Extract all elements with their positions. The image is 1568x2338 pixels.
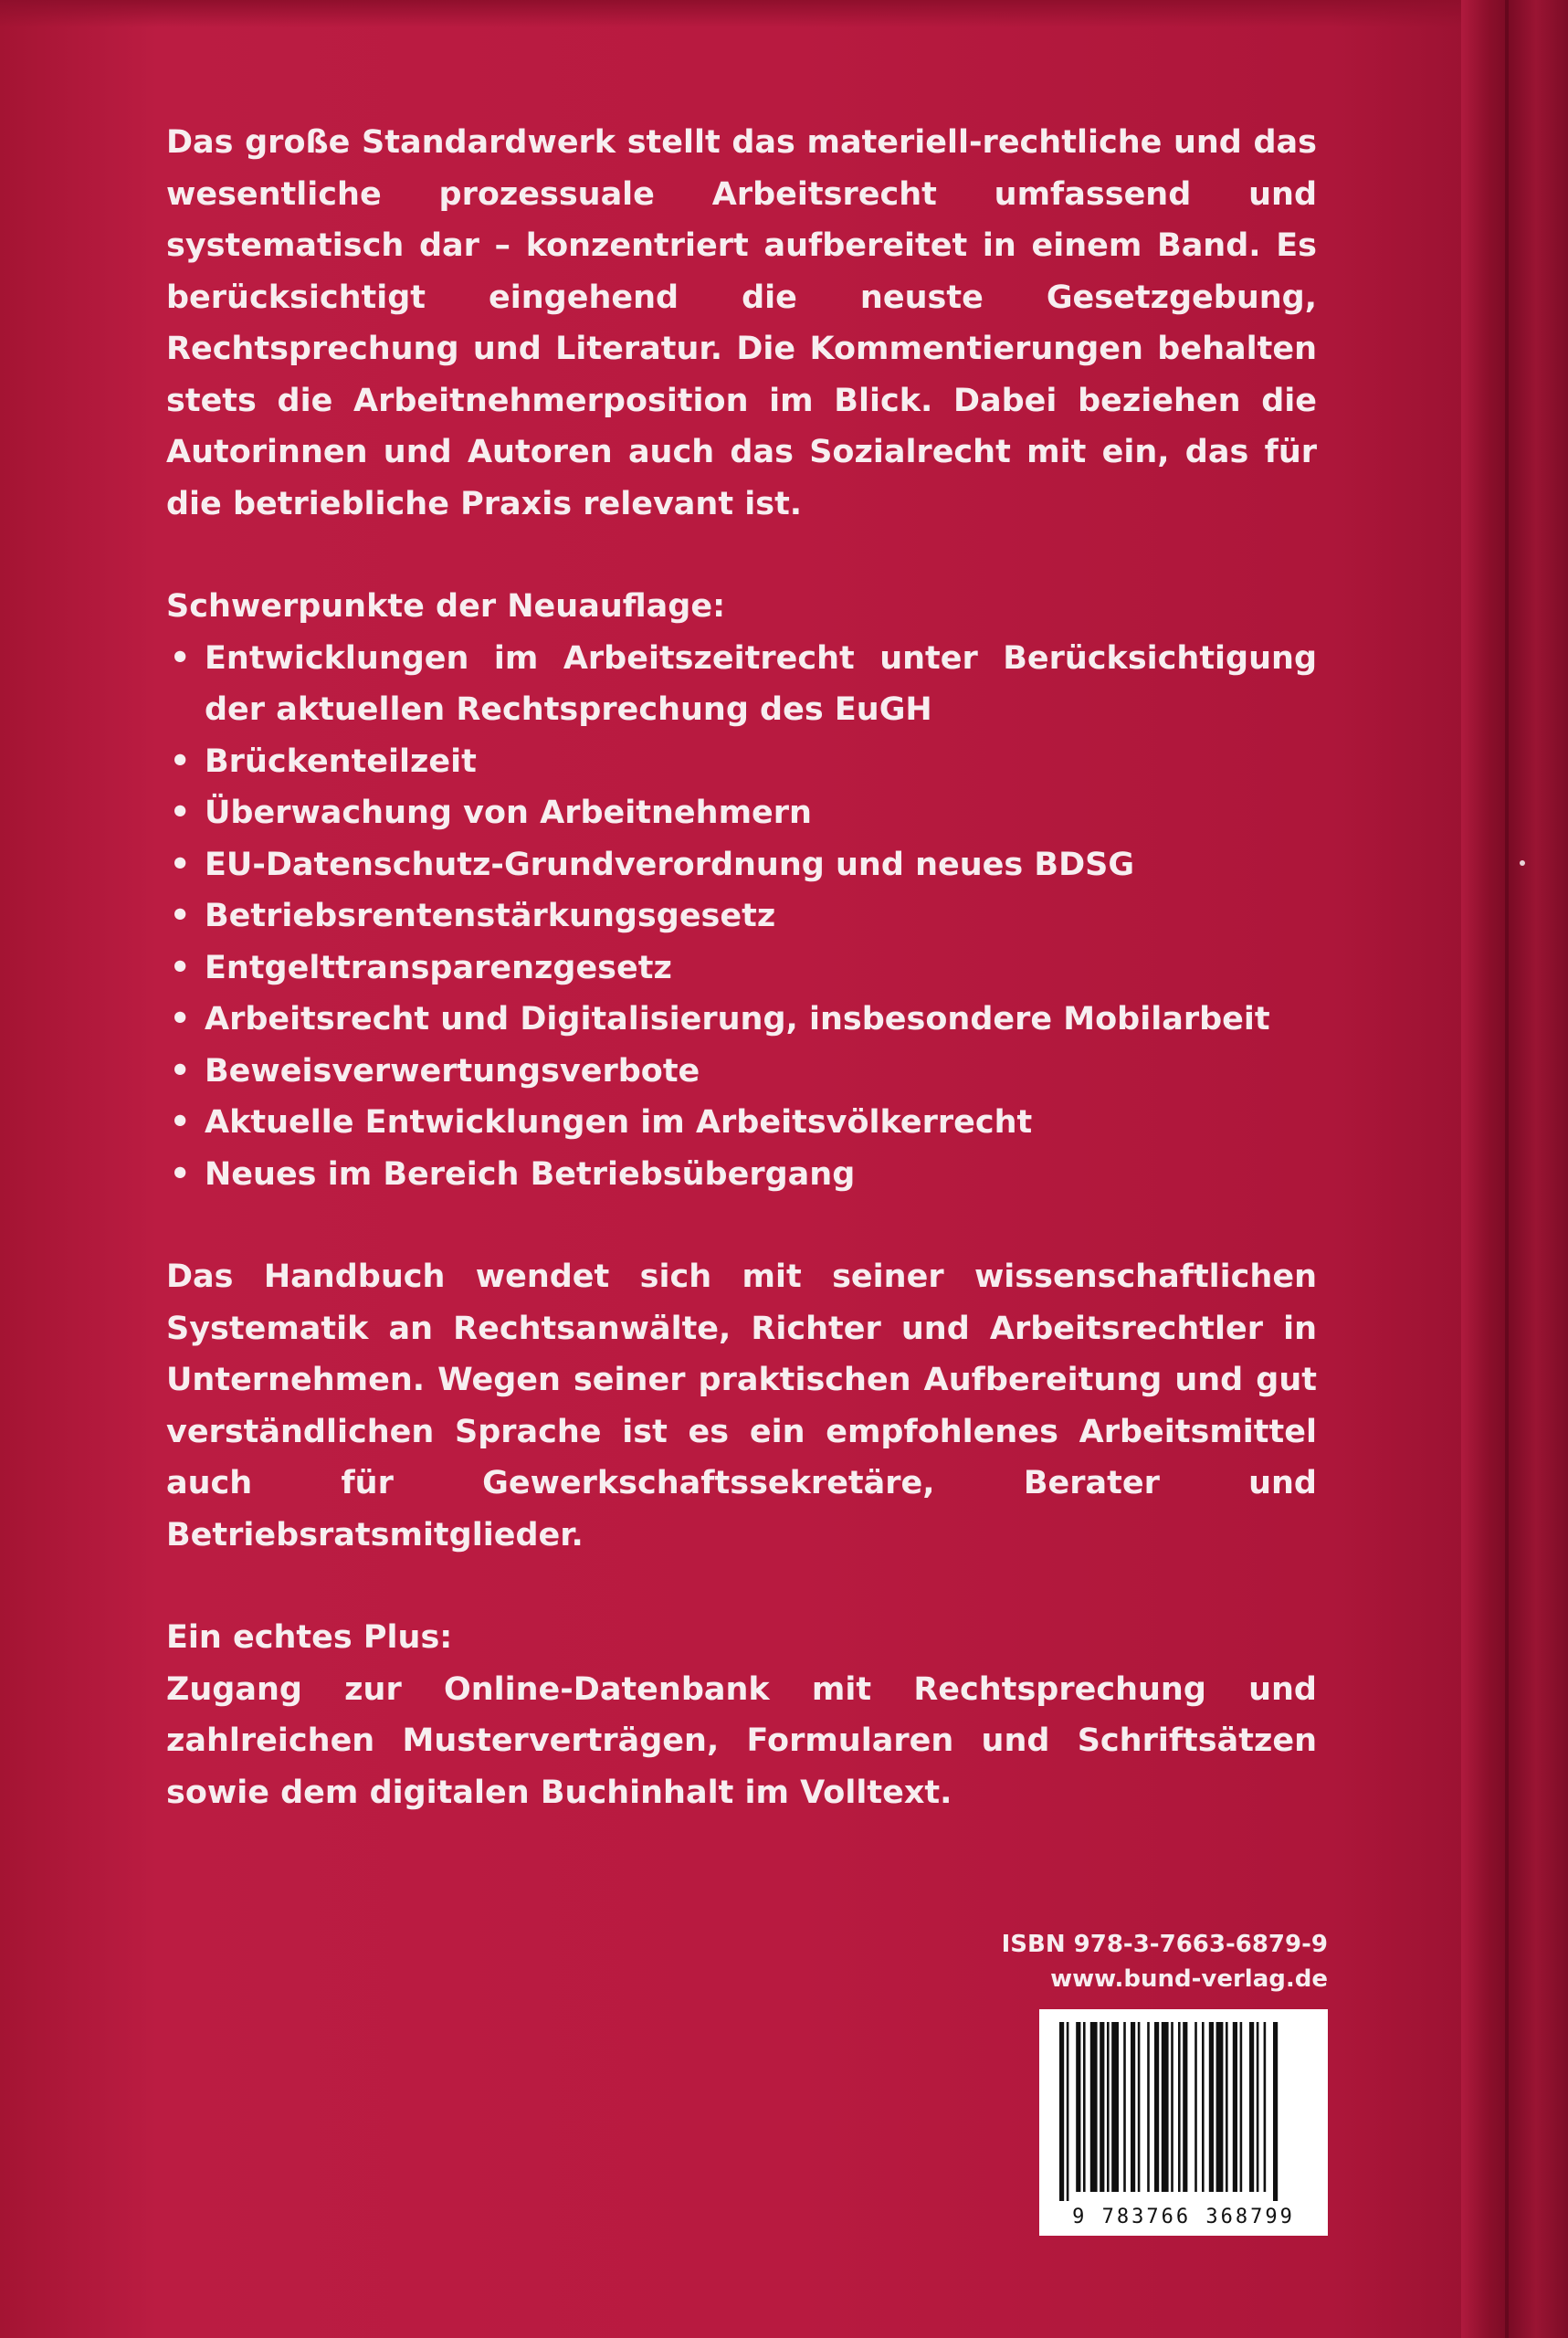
barcode-bar (1257, 2022, 1259, 2192)
bullet-icon: • (170, 1104, 191, 1141)
focus-item (166, 787, 1317, 839)
barcode-bar (1183, 2022, 1187, 2192)
barcode-bar (1067, 2022, 1069, 2201)
barcode-bar (1249, 2022, 1254, 2192)
focus-item-label: Überwachung von Arbeitnehmern (205, 795, 812, 831)
focus-item-label: Betriebsrentenstärkungsgesetz (205, 898, 776, 934)
focus-list (166, 633, 1317, 1201)
barcode-bar (1194, 2022, 1197, 2192)
barcode-bar (1264, 2022, 1267, 2192)
website-text: www.bund-verlag.de (1050, 1965, 1328, 1993)
barcode-bar (1233, 2022, 1237, 2192)
barcode-bar (1131, 2022, 1135, 2192)
spacer (166, 1561, 1317, 1612)
barcode (1039, 2009, 1328, 2236)
barcode-bar (1216, 2022, 1224, 2192)
barcode-bar (1107, 2022, 1110, 2192)
bullet-icon: • (170, 1155, 191, 1193)
barcode-bar (1209, 2022, 1214, 2192)
barcode-digits: 9 783766 368799 (1072, 2206, 1295, 2228)
barcode-bar (1083, 2022, 1086, 2192)
spine-edge (1461, 0, 1568, 2338)
focus-item (166, 943, 1317, 995)
focus-item-label: Brückenteilzeit (205, 742, 477, 780)
focus-item-label: Entgelttransparenzgesetz (205, 949, 672, 986)
bullet-icon: • (170, 1052, 191, 1090)
focus-item (166, 1097, 1317, 1149)
focus-item (166, 633, 1317, 736)
barcode-bar (1123, 2022, 1126, 2192)
barcode-bar (1111, 2022, 1119, 2192)
bullet-icon: • (170, 742, 191, 780)
barcode-bar (1178, 2022, 1181, 2192)
barcode-bar (1226, 2022, 1228, 2192)
focus-item-label: EU-Datenschutz-Grundverordnung und neues BDSG (205, 846, 1135, 883)
focus-item-label: Arbeitsrecht und Digitalisierung, insbesondere Mobilarbeit (205, 1001, 1270, 1037)
bullet-icon: • (170, 795, 191, 831)
intro-paragraph: Das große Standardwerk stellt das materiell-rechtliche und das wesentliche prozessuale Arbeitsrecht umfassend und systematisch dar – konzentriert aufbereitet in einem Band. Es berücksichtigt eingehend die neuste Gesetzgebung, Rechtsprechung und Literatur. Die Kommentierungen behalten stets die Arbeitnehmerposition im Blick. Dabei beziehen die Autorinnen und Autoren auch das Sozialrecht mit ein, das für die betriebliche Praxis relevant ist. (166, 124, 1317, 522)
barcode-bar (1147, 2022, 1150, 2192)
barcode-bar (1162, 2022, 1169, 2192)
barcode-bar (1076, 2022, 1080, 2192)
publisher-info (950, 1927, 1328, 1996)
barcode-bar (1273, 2022, 1278, 2201)
focus-item-label: Entwicklungen im Arbeitszeitrecht unter Berücksichtigung der aktuellen Rechtsprechung des EuGH (205, 639, 1317, 728)
focus-heading: Schwerpunkte der Neuauflage: (166, 588, 726, 625)
spine-groove (1505, 0, 1509, 2338)
cover-speck (1520, 860, 1525, 866)
barcode-bar (1059, 2022, 1064, 2201)
barcode-bar (1240, 2022, 1243, 2192)
spacer (166, 1200, 1317, 1251)
bullet-icon: • (170, 639, 191, 677)
focus-item (166, 736, 1317, 788)
focus-item (166, 1149, 1317, 1201)
focus-item-label: Beweisverwertungsverbote (205, 1052, 700, 1090)
barcode-bar (1171, 2022, 1173, 2192)
barcode-bar (1090, 2022, 1098, 2192)
barcode-bar (1138, 2022, 1141, 2192)
plus-heading: Ein echtes Plus: (166, 1619, 453, 1656)
cover-top-edge (0, 0, 1568, 27)
isbn-text: ISBN 978-3-7663-6879-9 (1001, 1931, 1328, 1958)
focus-item-label: Aktuelle Entwicklungen im Arbeitsvölkerrecht (205, 1104, 1033, 1141)
focus-item (166, 839, 1317, 891)
barcode-bar (1202, 2022, 1205, 2192)
bullet-icon: • (170, 1001, 191, 1037)
plus-paragraph: Zugang zur Online-Datenbank mit Rechtsprechung und zahlreichen Musterverträgen, Formularen und Schriftsätzen sowie dem digitalen Buchinhalt im Volltext. (166, 1670, 1317, 1811)
audience-paragraph: Das Handbuch wendet sich mit seiner wissenschaftlichen Systematik an Rechtsanwälte, Richter und Arbeitsrechtler in Unternehmen. Wegen seiner praktischen Aufbereitung und gut verständlichen Sprache ist es ein empfohlenes Arbeitsmittel auch für Gewerkschaftssekretäre, Berater und Betriebsratsmitglieder. (166, 1259, 1317, 1553)
blurb (166, 117, 1317, 1818)
focus-item (166, 890, 1317, 943)
barcode-bar (1154, 2022, 1159, 2192)
focus-item (166, 994, 1317, 1046)
bullet-icon: • (170, 898, 191, 934)
barcode-bars (1039, 2009, 1328, 2236)
spacer (166, 530, 1317, 581)
focus-item-label: Neues im Bereich Betriebsübergang (205, 1155, 856, 1193)
focus-item (166, 1046, 1317, 1098)
barcode-bar (1100, 2022, 1104, 2192)
bullet-icon: • (170, 846, 191, 883)
bullet-icon: • (170, 949, 191, 986)
